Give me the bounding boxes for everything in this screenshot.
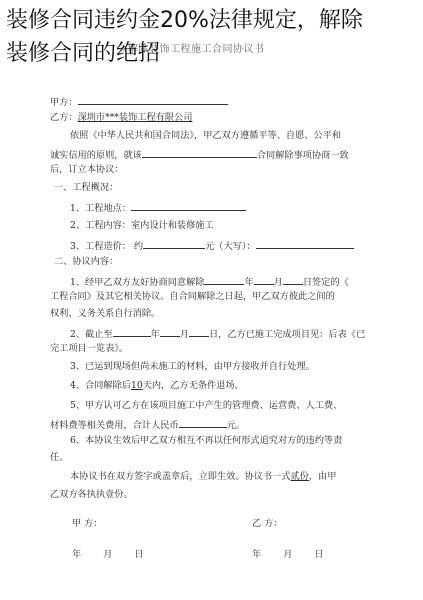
- intro-line-3: 后，订立本协议：: [50, 164, 124, 175]
- clause-1-text-a: 1、经甲乙双方友好协商同意解除: [70, 277, 205, 288]
- document-title: 解除装饰工程施工合同协议书: [128, 44, 265, 55]
- clause-1-month-blank: [254, 274, 274, 285]
- headline-line-2: 装修合同的绝招: [6, 41, 161, 66]
- party-b-line: [50, 112, 192, 124]
- clause-1-line-3: 权利、义务关系自行消除。: [50, 308, 161, 319]
- clause-1-month: 月: [273, 277, 283, 288]
- clause-4-line: [70, 380, 244, 392]
- contract-name-blank: [142, 147, 257, 158]
- clause-2-line-1: [70, 326, 365, 341]
- project-location-label: 1、工程地点：: [70, 203, 131, 214]
- clause-5-line-1: 5、甲方认可乙方在该项目施工中产生的管理费、运营费、人工费、: [70, 400, 343, 411]
- clause-2-line-2: 完工项目一览表》。: [50, 343, 129, 354]
- clause-2-month: 月: [179, 329, 189, 340]
- clause-5-text-c: 元。: [226, 420, 245, 431]
- date-a-month: 月: [103, 549, 113, 560]
- clause-5-amount-blank: [179, 417, 227, 428]
- intro-text-c: 合同解除事项协商一致: [256, 150, 349, 161]
- date-party-a: [72, 549, 144, 561]
- clause-5-text-b: 材料费等相关费用，合计人民币: [50, 420, 179, 431]
- clause-2-day-blank: [189, 326, 209, 337]
- clause-1-day-blank: [283, 274, 303, 285]
- cost-capital-blank: [256, 238, 354, 249]
- section-1-heading: 一、工程概况：: [54, 182, 119, 193]
- date-b-month: 月: [283, 549, 293, 560]
- closing-line-1: [70, 471, 336, 483]
- date-a-year: 年: [72, 549, 82, 560]
- clause-1-line-1: [70, 274, 349, 289]
- project-location-blank: [131, 200, 246, 211]
- section-2-heading: 二、协议内容：: [54, 256, 119, 267]
- clause-2-text-b: 日，乙方已施工完成项目见：后表《已: [208, 329, 366, 340]
- clause-1-year: 年: [244, 277, 254, 288]
- party-a-label: 甲方：: [50, 97, 78, 108]
- clause-5-line-2: [50, 417, 245, 432]
- clause-4-days: 10: [130, 380, 143, 391]
- clause-2-year: 年: [150, 329, 160, 340]
- headline-line-1: 装修合同违约金20%法律规定，解除: [6, 8, 363, 33]
- headline: [6, 4, 421, 70]
- signature-party-a: 甲 方：: [72, 518, 103, 529]
- cost-number-blank: [143, 238, 205, 249]
- clause-1-text-b: 日签定的《: [302, 277, 349, 288]
- clause-4-text-a: 4、合同解除后: [70, 380, 131, 391]
- intro-line-2: [50, 147, 349, 162]
- date-b-day: 日: [314, 549, 324, 560]
- closing-text-a: 本协议书在双方签字或盖章后，立即生效。协议书一式: [70, 471, 291, 482]
- date-b-year: 年: [252, 549, 262, 560]
- clause-2-year-blank: [113, 326, 151, 337]
- clause-4-text-b: 天内，乙方无条件退场。: [142, 380, 244, 391]
- date-party-b: [252, 549, 324, 561]
- party-a-line: [50, 94, 228, 109]
- clause-2-month-blank: [160, 326, 180, 337]
- cost-capital-label: 元（大写）：: [205, 241, 256, 252]
- closing-text-b: ，由甲: [308, 471, 337, 482]
- closing-line-2: 乙双方各执执壹份。: [50, 489, 133, 500]
- project-cost-label: 3、工程造价： 约: [70, 241, 144, 252]
- party-a-blank: [78, 94, 228, 105]
- clause-2-text-a: 2、截止至: [70, 329, 113, 340]
- intro-text-b: 诚实信用的原则，就该: [50, 150, 142, 161]
- signature-party-b: 乙 方：: [252, 518, 283, 529]
- clause-1-year-blank: [204, 274, 244, 285]
- intro-line-1: 依照《中华人民共和国合同法》，甲乙双方遵循平等、自愿、公平和: [70, 130, 342, 141]
- date-a-day: 日: [134, 549, 144, 560]
- clause-6-line-2: 任。: [50, 452, 69, 463]
- party-b-label: 乙方：: [50, 112, 78, 123]
- project-location-line: [70, 200, 246, 215]
- party-b-name: 深圳市***装饰工程有限公司: [77, 112, 193, 123]
- project-cost-line: [70, 238, 354, 253]
- clause-6-line-1: 6、本协议生效后甲乙双方相互不再以任何形式追究对方的违约等责: [70, 435, 343, 446]
- clause-3-line: 3、已运到现场但尚未施工的材料，由甲方接收并自行处理。: [70, 361, 315, 372]
- closing-copies: 贰份: [290, 471, 309, 482]
- clause-1-line-2: 工程合同》及其它相关协议。自合同解除之日起，甲乙双方彼此之间的: [50, 291, 335, 302]
- project-content-line: 2、工程内容：室内设计和装修施工: [70, 220, 214, 231]
